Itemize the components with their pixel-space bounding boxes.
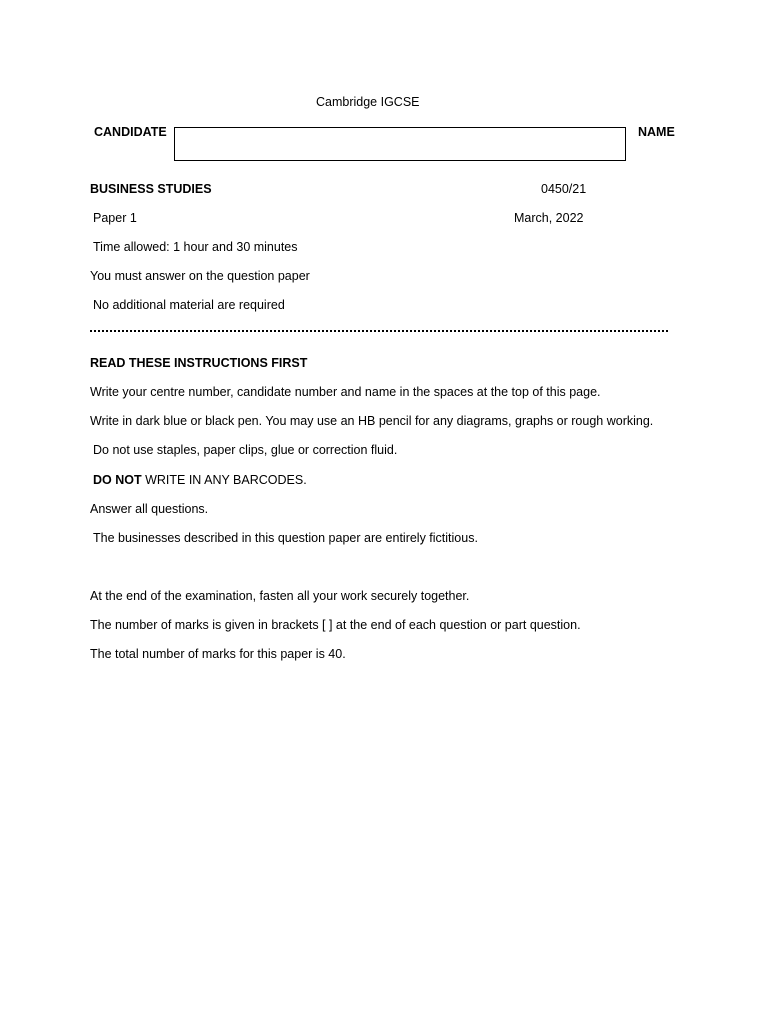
page-title: Cambridge IGCSE	[316, 95, 420, 109]
instructions-heading: READ THESE INSTRUCTIONS FIRST	[90, 356, 308, 370]
instruction-item: The businesses described in this question paper are entirely fictitious.	[93, 531, 478, 545]
barcodes-text: WRITE IN ANY BARCODES.	[141, 473, 307, 487]
time-allowed: Time allowed: 1 hour and 30 minutes	[93, 240, 298, 254]
info-item: The total number of marks for this paper is 40.	[90, 647, 346, 661]
answer-on-paper-note: You must answer on the question paper	[90, 269, 310, 283]
dotted-divider	[90, 330, 668, 332]
instruction-barcodes	[93, 472, 307, 488]
info-item: The number of marks is given in brackets [ ] at the end of each question or part question.	[90, 618, 581, 632]
instruction-item: Do not use staples, paper clips, glue or correction fluid.	[93, 443, 398, 457]
no-material-note: No additional material are required	[93, 298, 285, 312]
paper-number: Paper 1	[93, 211, 137, 225]
subject-title: BUSINESS STUDIES	[90, 182, 212, 196]
instruction-item: Answer all questions.	[90, 502, 209, 516]
instruction-item: Write your centre number, candidate number and name in the spaces at the top of this page.	[90, 385, 601, 399]
barcodes-emphasis: DO NOT	[93, 473, 142, 487]
name-label: NAME	[638, 125, 675, 139]
candidate-name-box[interactable]	[174, 127, 626, 161]
candidate-label: CANDIDATE	[94, 125, 167, 139]
info-item: At the end of the examination, fasten all your work securely together.	[90, 589, 470, 603]
paper-code: 0450/21	[541, 182, 587, 196]
instruction-item: Write in dark blue or black pen. You may use an HB pencil for any diagrams, graphs or rough working.	[90, 414, 654, 428]
exam-date: March, 2022	[514, 211, 584, 225]
